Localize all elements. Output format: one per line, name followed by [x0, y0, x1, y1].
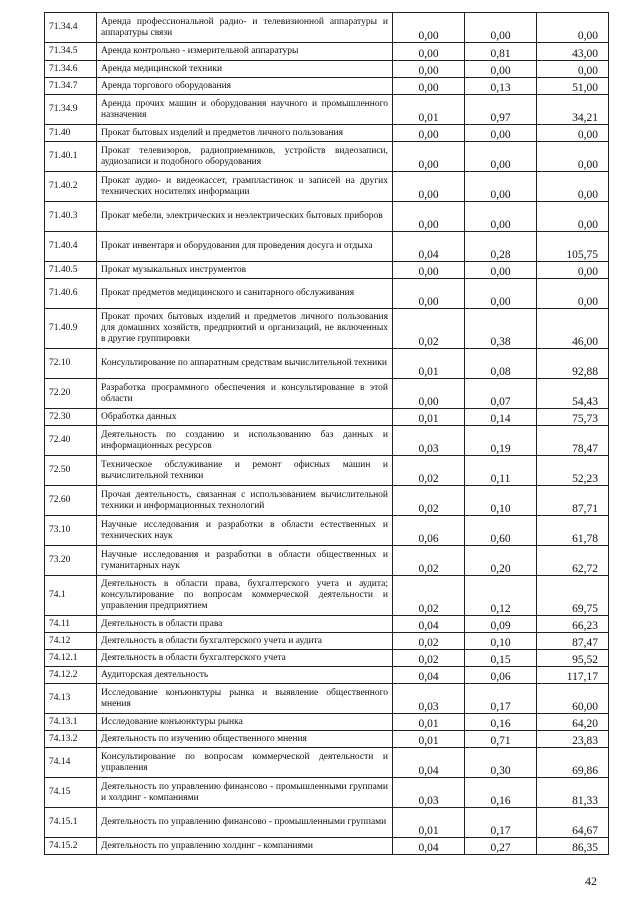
activity-code-cell: 74.13 — [45, 684, 97, 714]
table-row — [45, 309, 609, 349]
activity-description-cell: Разработка программного обеспечения и консультирование в этой области — [97, 379, 393, 409]
value-column-1-cell: 0,03 — [393, 778, 465, 808]
value-column-2-cell: 0,12 — [465, 576, 537, 616]
value-column-1-cell: 0,03 — [393, 426, 465, 456]
table-row — [45, 778, 609, 808]
activity-code-cell: 71.34.7 — [45, 78, 97, 95]
value-column-2-cell: 0,16 — [465, 778, 537, 808]
activity-description-cell: Исследование конъюнктуры рынка — [97, 714, 393, 731]
activity-description-cell: Консультирование по вопросам коммерческой деятельности и управления — [97, 748, 393, 778]
value-column-3-cell: 54,43 — [537, 379, 609, 409]
value-column-1-cell: 0,02 — [393, 309, 465, 349]
value-column-1-cell: 0,00 — [393, 279, 465, 309]
value-column-1-cell: 0,02 — [393, 576, 465, 616]
value-column-3-cell: 66,23 — [537, 616, 609, 633]
value-column-2-cell: 0,17 — [465, 808, 537, 838]
activity-code-cell: 73.10 — [45, 516, 97, 546]
table-row — [45, 262, 609, 279]
activity-description-cell: Прокат предметов медицинского и санитарного обслуживания — [97, 279, 393, 309]
table-row — [45, 279, 609, 309]
value-column-3-cell: 81,33 — [537, 778, 609, 808]
activity-description-cell: Прокат телевизоров, радиоприемников, устройств видеозаписи, аудиозаписи и подобного оборудования — [97, 142, 393, 172]
value-column-2-cell: 0,10 — [465, 486, 537, 516]
table-row — [45, 125, 609, 142]
value-column-3-cell: 92,88 — [537, 349, 609, 379]
value-column-2-cell: 0,11 — [465, 456, 537, 486]
value-column-3-cell: 87,71 — [537, 486, 609, 516]
value-column-1-cell: 0,01 — [393, 349, 465, 379]
value-column-3-cell: 69,75 — [537, 576, 609, 616]
value-column-2-cell: 0,00 — [465, 125, 537, 142]
value-column-3-cell: 87,47 — [537, 633, 609, 650]
page-number: 42 — [585, 874, 597, 888]
table-row — [45, 616, 609, 633]
value-column-1-cell: 0,01 — [393, 409, 465, 426]
activity-code-cell: 72.10 — [45, 349, 97, 379]
activity-code-cell: 74.15 — [45, 778, 97, 808]
value-column-3-cell: 0,00 — [537, 262, 609, 279]
value-column-1-cell: 0,01 — [393, 714, 465, 731]
value-column-1-cell: 0,00 — [393, 78, 465, 95]
value-column-2-cell: 0,28 — [465, 232, 537, 262]
activity-code-cell: 74.13.2 — [45, 731, 97, 748]
activity-description-cell: Прокат прочих бытовых изделий и предметов личного пользования для домашних хозяйств, предприятий и организаций, не включенных в другие группировки — [97, 309, 393, 349]
value-column-2-cell: 0,60 — [465, 516, 537, 546]
value-column-2-cell: 0,07 — [465, 379, 537, 409]
table-row — [45, 714, 609, 731]
value-column-1-cell: 0,00 — [393, 262, 465, 279]
value-column-3-cell: 60,00 — [537, 684, 609, 714]
value-column-2-cell: 0,08 — [465, 349, 537, 379]
activity-description-cell: Деятельность по управлению финансово - промышленными группами и холдинг - компаниями — [97, 778, 393, 808]
activity-code-cell: 71.40.4 — [45, 232, 97, 262]
activity-description-cell: Деятельность в области бухгалтерского учета — [97, 650, 393, 667]
activity-description-cell: Аренда прочих машин и оборудования научного и промышленного назначения — [97, 95, 393, 125]
value-column-1-cell: 0,00 — [393, 142, 465, 172]
value-column-2-cell: 0,00 — [465, 172, 537, 202]
activity-code-cell: 71.40.6 — [45, 279, 97, 309]
value-column-2-cell: 0,20 — [465, 546, 537, 576]
value-column-1-cell: 0,04 — [393, 616, 465, 633]
activity-description-cell: Научные исследования и разработки в области естественных и технических наук — [97, 516, 393, 546]
table-row — [45, 748, 609, 778]
value-column-2-cell: 0,13 — [465, 78, 537, 95]
value-column-3-cell: 46,00 — [537, 309, 609, 349]
activity-code-cell: 72.20 — [45, 379, 97, 409]
value-column-2-cell: 0,17 — [465, 684, 537, 714]
value-column-3-cell: 52,23 — [537, 456, 609, 486]
value-column-3-cell: 61,78 — [537, 516, 609, 546]
table-row — [45, 13, 609, 43]
table-row — [45, 516, 609, 546]
value-column-3-cell: 78,47 — [537, 426, 609, 456]
table-row — [45, 43, 609, 61]
activity-description-cell: Деятельность в области права — [97, 616, 393, 633]
value-column-3-cell: 64,20 — [537, 714, 609, 731]
value-column-2-cell: 0,00 — [465, 262, 537, 279]
table-row — [45, 546, 609, 576]
value-column-2-cell: 0,15 — [465, 650, 537, 667]
value-column-3-cell: 23,83 — [537, 731, 609, 748]
activity-description-cell: Прокат музыкальных инструментов — [97, 262, 393, 279]
value-column-2-cell: 0,81 — [465, 43, 537, 61]
value-column-1-cell: 0,01 — [393, 731, 465, 748]
table-row — [45, 142, 609, 172]
activity-code-cell: 71.34.6 — [45, 61, 97, 78]
value-column-2-cell: 0,38 — [465, 309, 537, 349]
table-row — [45, 379, 609, 409]
value-column-1-cell: 0,02 — [393, 650, 465, 667]
table-row — [45, 684, 609, 714]
value-column-1-cell: 0,00 — [393, 172, 465, 202]
value-column-2-cell: 0,10 — [465, 633, 537, 650]
value-column-3-cell: 75,73 — [537, 409, 609, 426]
activity-description-cell: Аудиторская деятельность — [97, 667, 393, 684]
value-column-1-cell: 0,01 — [393, 95, 465, 125]
table-row — [45, 731, 609, 748]
value-column-1-cell: 0,00 — [393, 43, 465, 61]
activity-code-cell: 71.34.4 — [45, 13, 97, 43]
value-column-2-cell: 0,14 — [465, 409, 537, 426]
value-column-2-cell: 0,19 — [465, 426, 537, 456]
value-column-2-cell: 0,06 — [465, 667, 537, 684]
activity-code-cell: 71.40 — [45, 125, 97, 142]
value-column-3-cell: 0,00 — [537, 202, 609, 232]
activity-code-cell: 72.40 — [45, 426, 97, 456]
value-column-3-cell: 0,00 — [537, 125, 609, 142]
value-column-1-cell: 0,02 — [393, 456, 465, 486]
activity-description-cell: Техническое обслуживание и ремонт офисных машин и вычислительной техники — [97, 456, 393, 486]
table-row — [45, 633, 609, 650]
activity-table — [44, 12, 609, 855]
table-row — [45, 78, 609, 95]
value-column-2-cell: 0,00 — [465, 142, 537, 172]
activity-code-cell: 74.11 — [45, 616, 97, 633]
activity-description-cell: Деятельность по управлению холдинг - компаниями — [97, 838, 393, 855]
value-column-2-cell: 0,00 — [465, 202, 537, 232]
value-column-1-cell: 0,04 — [393, 838, 465, 855]
activity-code-cell: 74.12.1 — [45, 650, 97, 667]
table-row — [45, 409, 609, 426]
value-column-3-cell: 62,72 — [537, 546, 609, 576]
value-column-2-cell: 0,27 — [465, 838, 537, 855]
activity-description-cell: Аренда контрольно - измерительной аппаратуры — [97, 43, 393, 61]
activity-code-cell: 71.40.5 — [45, 262, 97, 279]
table-row — [45, 426, 609, 456]
table-row — [45, 202, 609, 232]
value-column-3-cell: 117,17 — [537, 667, 609, 684]
activity-description-cell: Аренда профессиональной радио- и телевизионной аппаратуры и аппаратуры связи — [97, 13, 393, 43]
table-row — [45, 808, 609, 838]
table-row — [45, 838, 609, 855]
activity-code-cell: 74.12 — [45, 633, 97, 650]
value-column-1-cell: 0,02 — [393, 486, 465, 516]
value-column-3-cell: 64,67 — [537, 808, 609, 838]
activity-code-cell: 72.50 — [45, 456, 97, 486]
value-column-2-cell: 0,30 — [465, 748, 537, 778]
activity-code-cell: 74.15.1 — [45, 808, 97, 838]
table-body — [45, 13, 609, 855]
activity-description-cell: Деятельность в области права, бухгалтерского учета и аудита; консультирование по вопросам коммерческой деятельности и управления предприятием — [97, 576, 393, 616]
table-row — [45, 95, 609, 125]
activity-description-cell: Прочая деятельность, связанная с использованием вычислительной техники и информационных технологий — [97, 486, 393, 516]
value-column-1-cell: 0,06 — [393, 516, 465, 546]
activity-code-cell: 71.40.1 — [45, 142, 97, 172]
activity-code-cell: 74.1 — [45, 576, 97, 616]
activity-code-cell: 74.13.1 — [45, 714, 97, 731]
table-row — [45, 232, 609, 262]
activity-code-cell: 74.12.2 — [45, 667, 97, 684]
value-column-3-cell: 86,35 — [537, 838, 609, 855]
activity-description-cell: Исследование конъюнктуры рынка и выявление общественного мнения — [97, 684, 393, 714]
value-column-3-cell: 0,00 — [537, 61, 609, 78]
table-row — [45, 61, 609, 78]
value-column-1-cell: 0,03 — [393, 684, 465, 714]
value-column-3-cell: 34,21 — [537, 95, 609, 125]
value-column-3-cell: 95,52 — [537, 650, 609, 667]
value-column-1-cell: 0,01 — [393, 808, 465, 838]
value-column-1-cell: 0,00 — [393, 202, 465, 232]
value-column-2-cell: 0,00 — [465, 61, 537, 78]
activity-code-cell: 72.30 — [45, 409, 97, 426]
value-column-1-cell: 0,00 — [393, 61, 465, 78]
value-column-1-cell: 0,00 — [393, 125, 465, 142]
value-column-3-cell: 0,00 — [537, 142, 609, 172]
value-column-1-cell: 0,04 — [393, 748, 465, 778]
table-row — [45, 456, 609, 486]
value-column-3-cell: 69,86 — [537, 748, 609, 778]
activity-description-cell: Научные исследования и разработки в области общественных и гуманитарных наук — [97, 546, 393, 576]
value-column-1-cell: 0,00 — [393, 13, 465, 43]
value-column-2-cell: 0,97 — [465, 95, 537, 125]
table-row — [45, 650, 609, 667]
activity-description-cell: Консультирование по аппаратным средствам вычислительной техники — [97, 349, 393, 379]
activity-code-cell: 72.60 — [45, 486, 97, 516]
table-row — [45, 486, 609, 516]
value-column-3-cell: 105,75 — [537, 232, 609, 262]
activity-description-cell: Деятельность в области бухгалтерского учета и аудита — [97, 633, 393, 650]
activity-code-cell: 74.14 — [45, 748, 97, 778]
value-column-1-cell: 0,00 — [393, 379, 465, 409]
value-column-1-cell: 0,04 — [393, 667, 465, 684]
value-column-3-cell: 0,00 — [537, 13, 609, 43]
activity-description-cell: Деятельность по управлению финансово - промышленными группами — [97, 808, 393, 838]
table-row — [45, 172, 609, 202]
value-column-3-cell: 0,00 — [537, 279, 609, 309]
value-column-1-cell: 0,02 — [393, 546, 465, 576]
activity-description-cell: Прокат аудио- и видеокассет, грампластинок и записей на других технических носителях информации — [97, 172, 393, 202]
activity-code-cell: 71.40.3 — [45, 202, 97, 232]
value-column-2-cell: 0,00 — [465, 279, 537, 309]
activity-description-cell: Прокат инвентаря и оборудования для проведения досуга и отдыха — [97, 232, 393, 262]
activity-code-cell: 71.34.5 — [45, 43, 97, 61]
activity-code-cell: 73.20 — [45, 546, 97, 576]
table-row — [45, 576, 609, 616]
activity-description-cell: Деятельность по изучению общественного мнения — [97, 731, 393, 748]
activity-description-cell: Аренда медицинской техники — [97, 61, 393, 78]
activity-code-cell: 71.40.9 — [45, 309, 97, 349]
activity-description-cell: Обработка данных — [97, 409, 393, 426]
value-column-1-cell: 0,02 — [393, 633, 465, 650]
table-row — [45, 667, 609, 684]
activity-code-cell: 71.34.9 — [45, 95, 97, 125]
value-column-2-cell: 0,09 — [465, 616, 537, 633]
value-column-2-cell: 0,71 — [465, 731, 537, 748]
value-column-1-cell: 0,04 — [393, 232, 465, 262]
activity-description-cell: Аренда торгового оборудования — [97, 78, 393, 95]
activity-description-cell: Деятельность по созданию и использованию баз данных и информационных ресурсов — [97, 426, 393, 456]
value-column-2-cell: 0,00 — [465, 13, 537, 43]
value-column-3-cell: 43,00 — [537, 43, 609, 61]
table-row — [45, 349, 609, 379]
activity-description-cell: Прокат бытовых изделий и предметов личного пользования — [97, 125, 393, 142]
activity-code-cell: 74.15.2 — [45, 838, 97, 855]
activity-description-cell: Прокат мебели, электрических и неэлектрических бытовых приборов — [97, 202, 393, 232]
value-column-3-cell: 51,00 — [537, 78, 609, 95]
activity-code-cell: 71.40.2 — [45, 172, 97, 202]
value-column-3-cell: 0,00 — [537, 172, 609, 202]
value-column-2-cell: 0,16 — [465, 714, 537, 731]
